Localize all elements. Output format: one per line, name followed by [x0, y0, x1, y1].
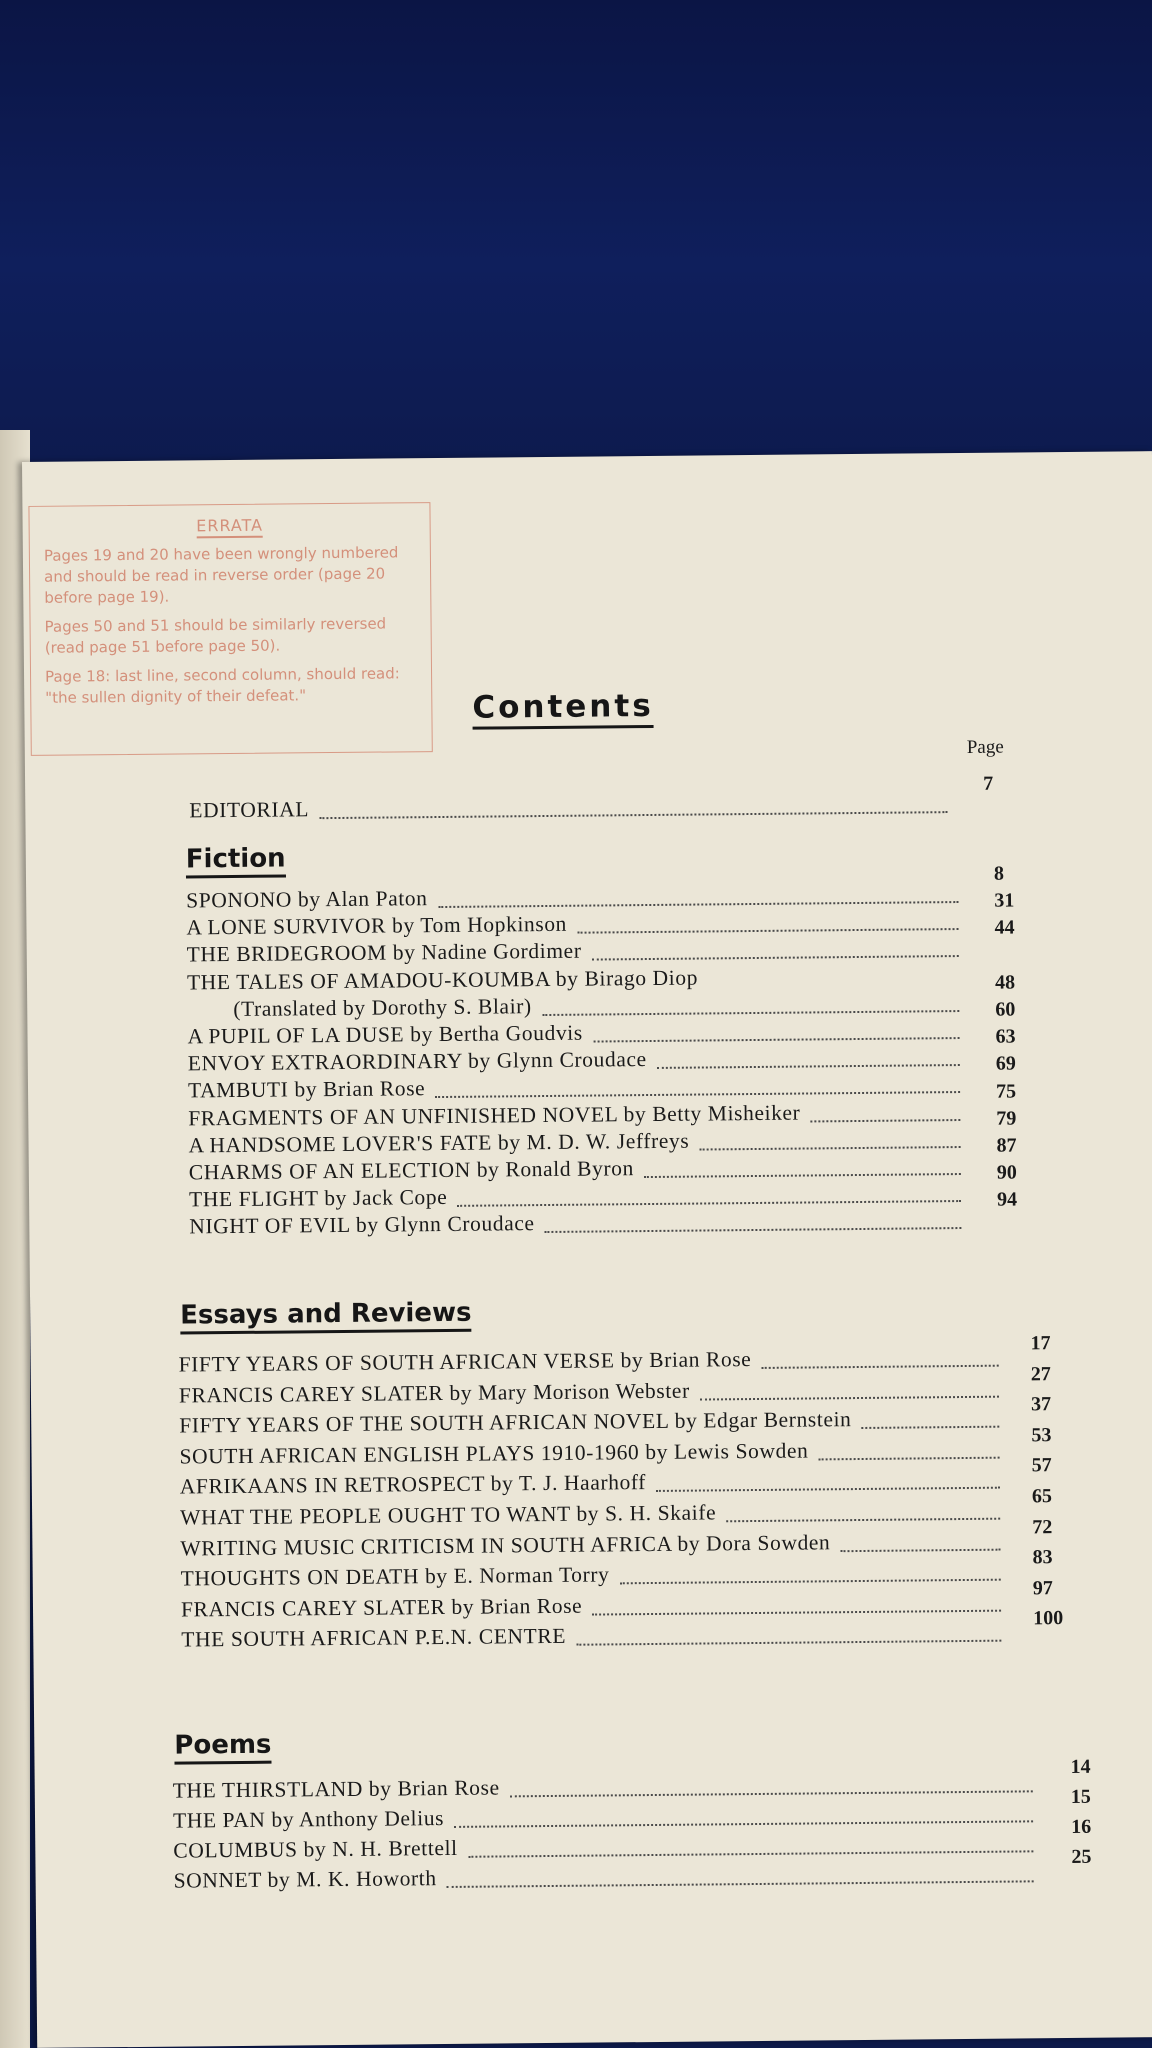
toc-page-number: 37: [1030, 1393, 1052, 1416]
toc-page-number: 15: [1070, 1785, 1091, 1808]
leader-dots: [593, 1609, 1002, 1615]
toc-page-number: 94: [997, 1188, 1018, 1212]
toc-page-number: 97: [1032, 1576, 1053, 1600]
toc-entry-title: AFRIKAANS IN RETROSPECT by T. J. Haarhoff: [179, 1470, 647, 1499]
toc-page-number: 44: [994, 916, 1015, 940]
toc-entry-title: (Translated by Dorothy S. Blair): [233, 993, 532, 1021]
toc-entry-title: A LONE SURVIVOR by Tom Hopkinson: [186, 911, 568, 940]
toc-entry-title: FRAGMENTS OF AN UNFINISHED NOVEL by Betty Misheiker: [188, 1100, 801, 1131]
toc-page-number: 53: [1031, 1423, 1052, 1447]
errata-line: Page 18: last line, second column, should read: "the sullen dignity of their defeat.": [44, 664, 400, 707]
leader-dots: [510, 1790, 1033, 1797]
toc-page-number: 17: [1030, 1332, 1051, 1355]
leader-dots: [542, 1010, 959, 1016]
toc-page-number: 79: [996, 1107, 1017, 1130]
leader-dots: [454, 1820, 1033, 1828]
toc-entry-title: THE BRIDEGROOM by Nadine Gordimer: [186, 939, 582, 967]
toc-entry-title: THE PAN by Anthony Delius: [172, 1806, 445, 1833]
toc-entry-title: THE SOUTH AFRICAN P.E.N. CENTRE: [181, 1624, 567, 1652]
toc-page-number: 27: [1030, 1362, 1051, 1385]
toc-page-number: 83: [1032, 1546, 1053, 1569]
toc-entry-title: A PUPIL OF LA DUSE by Bertha Goudvis: [187, 1020, 583, 1049]
leader-dots: [700, 1146, 961, 1151]
toc-entry-title: THE THIRSTLAND by Brian Rose: [172, 1775, 500, 1803]
toc-page-number: 69: [995, 1052, 1016, 1076]
toc-entry-title: THOUGHTS ON DEATH by E. Norman Torry: [180, 1562, 610, 1591]
toc-page-number: 57: [1031, 1454, 1052, 1477]
toc-entry-title: A HANDSOME LOVER'S FATE by M. D. W. Jeffreys: [188, 1128, 690, 1158]
leader-dots: [657, 1064, 960, 1069]
toc-entry-title: SONNET by M. K. Howorth: [173, 1866, 437, 1893]
leader-dots: [762, 1365, 999, 1369]
toc-page-number: 100: [1033, 1607, 1064, 1630]
toc-entry-title: FIFTY YEARS OF SOUTH AFRICAN VERSE by Brian Rose: [178, 1347, 752, 1377]
leader-dots: [438, 901, 958, 908]
toc-entry-title: SOUTH AFRICAN ENGLISH PLAYS 1910-1960 by Lewis Sowden: [179, 1438, 809, 1469]
page-column-label: Page: [966, 736, 1004, 758]
leader-dots: [468, 1850, 1033, 1857]
toc-page-number: 48: [994, 971, 1016, 994]
toc-entry-title: WRITING MUSIC CRITICISM IN SOUTH AFRICA by Dora Sowden: [180, 1529, 831, 1561]
toc-page-number: 8: [993, 862, 1005, 885]
errata-box: [28, 502, 432, 756]
leader-dots: [576, 1640, 1001, 1646]
leader-dots: [592, 955, 959, 961]
toc-page-number: 16: [1071, 1815, 1092, 1838]
leader-dots: [644, 1173, 961, 1178]
toc-page-number: 25: [1071, 1845, 1092, 1868]
toc-entry-title: COLUMBUS by N. H. Brettell: [173, 1835, 458, 1863]
contents-page: [22, 451, 1152, 2048]
toc-entry-title: ENVOY EXTRAORDINARY by Glynn Croudace: [187, 1047, 647, 1076]
toc-entry-title: CHARMS OF AN ELECTION by Ronald Byron: [188, 1156, 634, 1185]
leader-dots: [726, 1518, 1000, 1523]
section-heading: Poems: [174, 1730, 271, 1765]
toc-page-number: 90: [996, 1161, 1017, 1184]
toc-entry-title: FRANCIS CAREY SLATER by Mary Morison Webster: [178, 1378, 690, 1408]
errata-line: Pages 19 and 20 have been wrongly numbered and should be read in reverse order (page 20 before page 19).: [43, 543, 399, 607]
toc-page-number: 60: [995, 998, 1016, 1021]
errata-title: ERRATA: [44, 513, 416, 538]
leader-dots: [593, 1037, 959, 1043]
toc-page-number: 75: [995, 1080, 1017, 1103]
leader-dots: [577, 928, 958, 934]
toc-entry-title: THE FLIGHT by Jack Cope: [188, 1185, 448, 1212]
leader-dots: [458, 1200, 962, 1207]
leader-dots: [620, 1579, 1001, 1585]
leader-dots: [545, 1227, 962, 1233]
toc-entry-title: FRANCIS CAREY SLATER by Brian Rose: [180, 1593, 583, 1622]
toc-entry-title: SPONONO by Alan Paton: [186, 886, 428, 913]
leader-dots: [436, 1091, 961, 1098]
leader-dots: [447, 1880, 1034, 1888]
leader-dots: [811, 1119, 961, 1122]
toc-page-number: 87: [996, 1134, 1017, 1157]
leader-dots: [841, 1548, 1001, 1552]
leader-dots: [862, 1426, 1000, 1429]
leader-dots: [656, 1487, 1000, 1492]
toc-page-number: 63: [995, 1025, 1016, 1048]
contents-title: Contents: [472, 688, 654, 730]
toc-page-number: 31: [994, 889, 1015, 912]
dark-blue-backdrop: [0, 0, 1152, 480]
toc-entry-title: NIGHT OF EVIL by Glynn Croudace: [189, 1211, 535, 1239]
leader-dots: [819, 1456, 1000, 1460]
toc-entry-title: FIFTY YEARS OF THE SOUTH AFRICAN NOVEL by Edgar Bernstein: [179, 1407, 852, 1438]
toc-entry-title: THE TALES OF AMADOU-KOUMBA by Birago Diop: [186, 965, 699, 995]
toc-entry-title: TAMBUTI by Brian Rose: [187, 1076, 426, 1103]
toc-page-number: 7: [983, 772, 994, 795]
toc-page-number: 65: [1031, 1485, 1053, 1508]
toc-page-number: 72: [1032, 1515, 1053, 1538]
leader-dots: [700, 1395, 999, 1400]
leader-dots: [319, 811, 947, 819]
section-heading: Fiction: [186, 843, 286, 878]
section-heading: Essays and Reviews: [180, 1298, 472, 1335]
errata-line: Pages 50 and 51 should be similarly reversed (read page 51 before page 50).: [44, 614, 387, 657]
toc-entry-title: WHAT THE PEOPLE OUGHT TO WANT by S. H. Skaife: [180, 1500, 717, 1530]
toc-page-number: 14: [1070, 1755, 1091, 1778]
toc-entry-title: EDITORIAL: [189, 797, 310, 823]
